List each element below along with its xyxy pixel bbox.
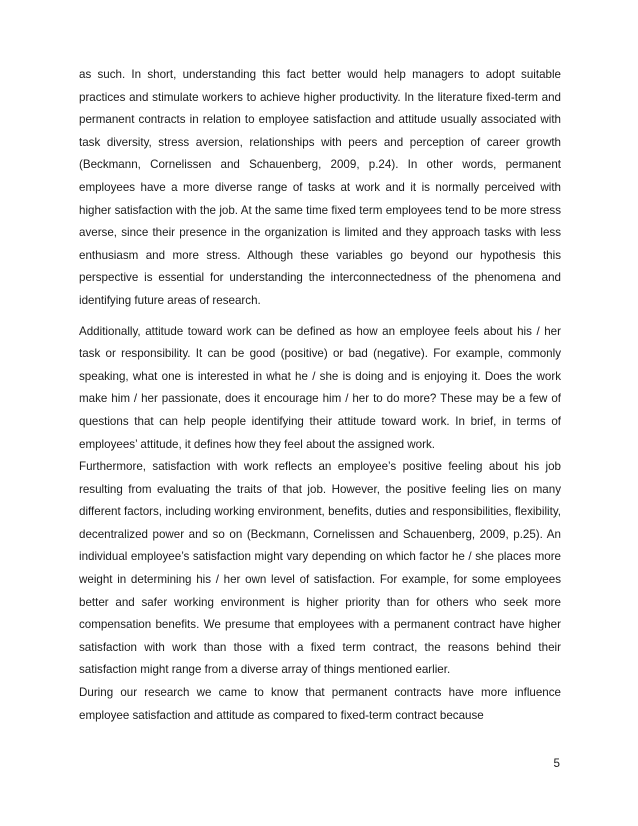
body-text	[79, 64, 561, 727]
page-number: 5	[553, 757, 560, 770]
paragraph-contract-literature: as such. In short, understanding this fact better would help managers to adopt suitable practices and stimulate workers to achieve higher productivity. In the literature fixed-term and permanent contracts in relation to employee satisfaction and attitude usually associated with task diversity, stress aversion, relationships with peers and perception of career growth (Beckmann, Cornelissen and Schauenberg, 2009, p.24). In other words, permanent employees have a more diverse range of tasks at work and it is normally perceived with higher satisfaction with the job. At the same time fixed term employees tend to be more stress averse, since their presence in the organization is limited and they approach tasks with less enthusiasm and more stress. Although these variables go beyond our hypothesis this perspective is essential for understanding the interconnectedness of the phenomena and identifying future areas of research.	[79, 68, 561, 307]
paragraph-attitude-definition: Additionally, attitude toward work can be defined as how an employee feels about his / her task or responsibility. It can be good (positive) or bad (negative). For example, commonly speaking, what one is interested in what he / she is doing and is enjoying it. Does the work make him / her passionate, does it encourage him / her to do more? These may be a few of questions that can help people identifying their attitude toward work. In brief, in terms of employees’ attitude, it defines how they feel about the assigned work.	[79, 324, 561, 451]
paragraph-research-findings: During our research we came to know that permanent contracts have more influence employee satisfaction and attitude as compared to fixed-term contract because	[79, 686, 561, 722]
paragraph-satisfaction-definition: Furthermore, satisfaction with work reflects an employee’s positive feeling about his job resulting from evaluating the traits of that job. However, the positive feeling lies on many different factors, including working environment, benefits, duties and responsibilities, flexibility, decentralized power and so on (Beckmann, Cornelissen and Schauenberg, 2009, p.25). An individual employee’s satisfaction might vary depending on which factor he / she places more weight in determining his / her own level of satisfaction. For example, for some employees better and safer working environment is higher priority than for others who seek more compensation benefits. We presume that employees with a permanent contract have higher satisfaction with work than those with a fixed term contract, the reasons behind their satisfaction might range from a diverse array of things mentioned earlier.	[79, 460, 561, 677]
